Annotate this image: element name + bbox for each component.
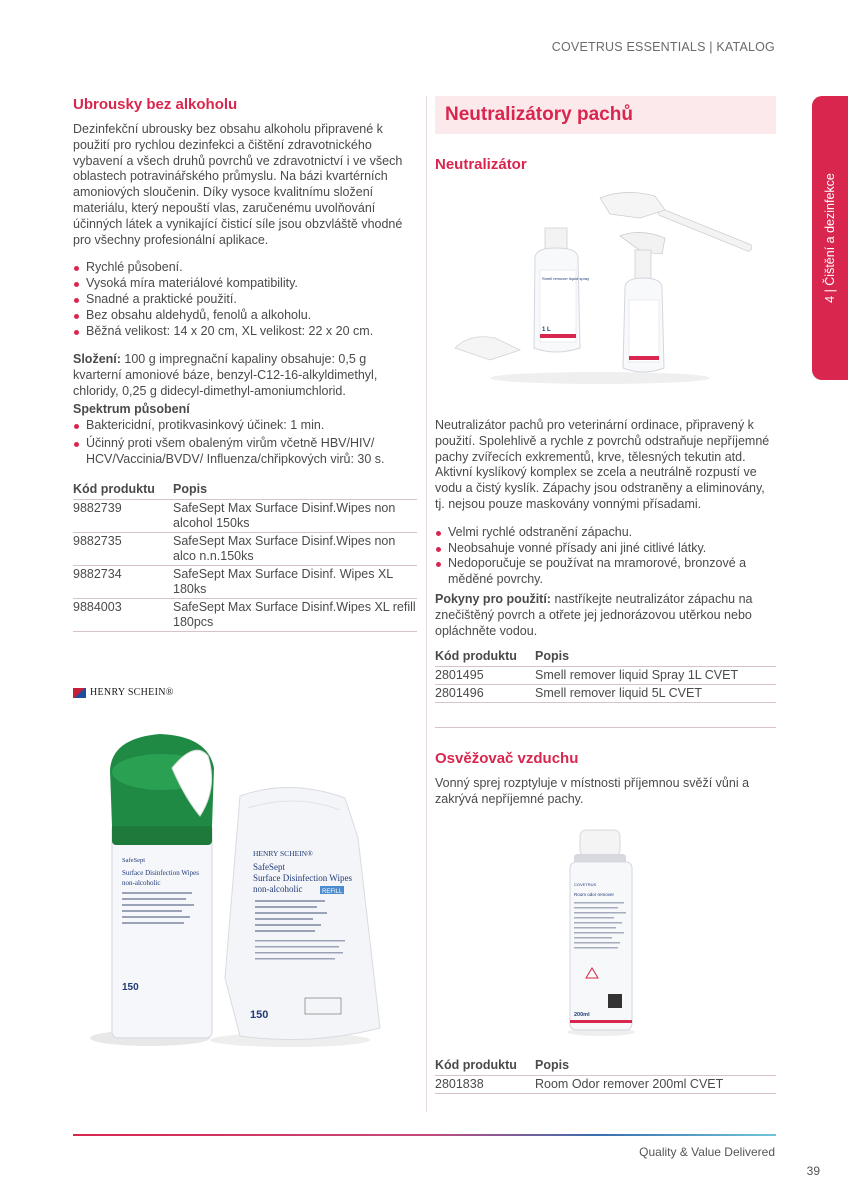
wipes-title: Ubrousky bez alkoholu <box>73 96 238 113</box>
footer-divider <box>73 1134 776 1136</box>
col-header-code: Kód produktu <box>435 647 535 667</box>
neutralizer-text: Neutralizátor pachů pro veterinární ordinace, připravený k použití. Spolehlivě a rychle z povrchů odstraňuje nepříjemné pachy zvířecích exkrementů, krve, tělesných tekutin atd. Aktivní kyslíkový komplex se zcela a neutrálně rozpustí ve vodu a čistý kyslík. Zápachy jsou odstraněny a eliminovány, tj. nejsou pouze maskovány vonnými přísadami. <box>435 418 770 511</box>
table-row <box>435 667 776 685</box>
banner-title: Neutralizátory pachů <box>445 104 633 125</box>
page-number: 39 <box>806 1164 820 1178</box>
list-item: Baktericidní, protikvasinkový účinek: 1 min. <box>73 418 417 434</box>
footer-tagline: Quality & Value Delivered <box>639 1145 775 1159</box>
left-column <box>73 96 417 632</box>
table-header-row <box>435 1056 776 1076</box>
list-item: Bez obsahu aldehydů, fenolů a alkoholu. <box>73 308 417 324</box>
col-header-code: Kód produktu <box>73 480 173 500</box>
col-header-desc: Popis <box>535 647 776 667</box>
henry-schein-logo <box>73 687 174 698</box>
canister-line1: Surface Disinfection Wipes <box>122 869 199 877</box>
instructions-label: Pokyny pro použití: <box>435 591 551 606</box>
table-row <box>73 598 417 631</box>
table-row <box>435 1076 776 1094</box>
spectrum-label: Spektrum působení <box>73 401 190 416</box>
freshener-table-wrap <box>435 1056 776 1094</box>
col-header-desc: Popis <box>535 1056 776 1076</box>
section-divider <box>435 727 776 728</box>
neutralizer-table <box>435 647 776 703</box>
page-header: COVETRUS ESSENTIALS | KATALOG <box>551 40 775 54</box>
henry-schein-mark-icon <box>73 688 86 698</box>
chapter-tab-label: 4 | Čištění a dezinfekce <box>823 173 837 303</box>
list-item: Snadné a praktické použití. <box>73 292 417 308</box>
product-code: 9882734 <box>73 565 173 598</box>
section-banner <box>435 96 776 134</box>
pouch-line2: non-alcoholic <box>253 884 303 894</box>
bottle-label: Smell remover liquid spray <box>542 276 590 281</box>
canister-count: 150 <box>122 982 139 993</box>
neutralizer-title: Neutralizátor <box>435 156 527 173</box>
column-divider <box>426 96 427 1112</box>
table-row <box>73 532 417 565</box>
wipes-bullets <box>73 260 417 339</box>
col-header-code: Kód produktu <box>435 1056 535 1076</box>
product-desc: Room Odor remover 200ml CVET <box>535 1076 776 1094</box>
can-brand: COVETRUS <box>574 882 597 887</box>
product-code: 9882735 <box>73 532 173 565</box>
product-code: 2801496 <box>435 685 535 703</box>
table-header-row <box>435 647 776 667</box>
canister-line2: non-alcoholic <box>122 879 161 887</box>
freshener-table <box>435 1056 776 1094</box>
pouch-line1: Surface Disinfection Wipes <box>253 873 352 883</box>
list-item: Vysoká míra materiálové kompatibility. <box>73 276 417 292</box>
product-code: 9884003 <box>73 598 173 631</box>
freshener-title: Osvěžovač vzduchu <box>435 750 579 768</box>
product-code: 2801838 <box>435 1076 535 1094</box>
right-column <box>435 96 776 182</box>
product-code: 2801495 <box>435 667 535 685</box>
list-item: Běžná velikost: 14 x 20 cm, XL velikost: 22 x 20 cm. <box>73 324 417 340</box>
neutralizer-product-image <box>450 188 760 388</box>
product-desc: Smell remover liquid Spray 1L CVET <box>535 667 776 685</box>
list-item: Rychlé působení. <box>73 260 417 276</box>
list-item: Neobsahuje vonné přísady ani jiné citlivé látky. <box>435 541 776 557</box>
composition <box>73 352 417 399</box>
canister-brand: SafeSept <box>122 857 146 864</box>
list-item: Účinný proti všem obaleným virům včetně HBV/HIV/ HCV/Vaccinia/BVDV/ Influenza/chřipkových virů: 30 s. <box>73 436 417 468</box>
pouch-count: 150 <box>250 1009 269 1021</box>
wipes-table <box>73 480 417 632</box>
can-size: 200ml <box>574 1012 590 1018</box>
chapter-tab <box>812 96 848 380</box>
table-row <box>73 565 417 598</box>
list-item: Velmi rychlé odstranění zápachu. <box>435 525 776 541</box>
list-item: Nedoporučuje se používat na mramorové, bronzové a měděné povrchy. <box>435 556 776 588</box>
col-header-desc: Popis <box>173 480 417 500</box>
product-desc: SafeSept Max Surface Disinf. Wipes XL 180ks <box>173 565 417 598</box>
product-desc: SafeSept Max Surface Disinf.Wipes non alcohol 150ks <box>173 499 417 532</box>
product-code: 9882739 <box>73 499 173 532</box>
freshener-product-image <box>556 828 646 1038</box>
pouch-badge: REFILL <box>322 889 343 895</box>
composition-label: Složení: <box>73 352 121 367</box>
table-header-row <box>73 480 417 500</box>
wipes-intro: Dezinfekční ubrousky bez obsahu alkoholu připravené k použití pro rychlou dezinfekci a čištění zdravotnického vybavení a všech druhů povrchů ve zdravotnictví i ve všech oblastech potravinářského průmyslu. Na bázi kvartérních amoniových sloučenin. Díky vysoce kvalitnímu složení materiálu, který nepouští vlas, zaručenému uvolňování účinných látek a vynikající čisticí síle jsou obzvláště vhodné pro všechny profesionální aplikace. <box>73 122 403 247</box>
product-desc: SafeSept Max Surface Disinf.Wipes non alco n.n.150ks <box>173 532 417 565</box>
product-desc: Smell remover liquid 5L CVET <box>535 685 776 703</box>
spectrum-bullets <box>73 418 417 468</box>
pouch-line0: SafeSept <box>253 862 285 872</box>
product-desc: SafeSept Max Surface Disinf.Wipes XL refill 180pcs <box>173 598 417 631</box>
table-row <box>73 499 417 532</box>
wipes-product-image <box>90 728 390 1058</box>
instructions-text: nastříkejte neutralizátor zápachu na znečištěný povrch a otřete jej jednorázovou utěrkou nebo opláchněte vodou. <box>435 591 753 638</box>
neutralizer-details <box>435 418 776 808</box>
composition-text: 100 g impregnační kapaliny obsahuje: 0,5 g kvarterní amoniové báze, benzyl-C12-16-alkyldimethyl, chloridy, 0,25 g didecyl-dimethyl-amoniumchlorid. <box>73 352 378 398</box>
bottle-size: 1 L <box>542 327 551 333</box>
can-label: Room odor remover <box>574 892 615 897</box>
henry-schein-wordmark: HENRY SCHEIN® <box>90 687 174 698</box>
freshener-text: Vonný sprej rozptyluje v místnosti příjemnou svěží vůni a zakrývá nepříjemné pachy. <box>435 776 750 807</box>
neutralizer-bullets <box>435 525 776 588</box>
table-row <box>435 685 776 703</box>
pouch-brand: HENRY SCHEIN® <box>253 849 313 858</box>
instructions <box>435 592 776 639</box>
